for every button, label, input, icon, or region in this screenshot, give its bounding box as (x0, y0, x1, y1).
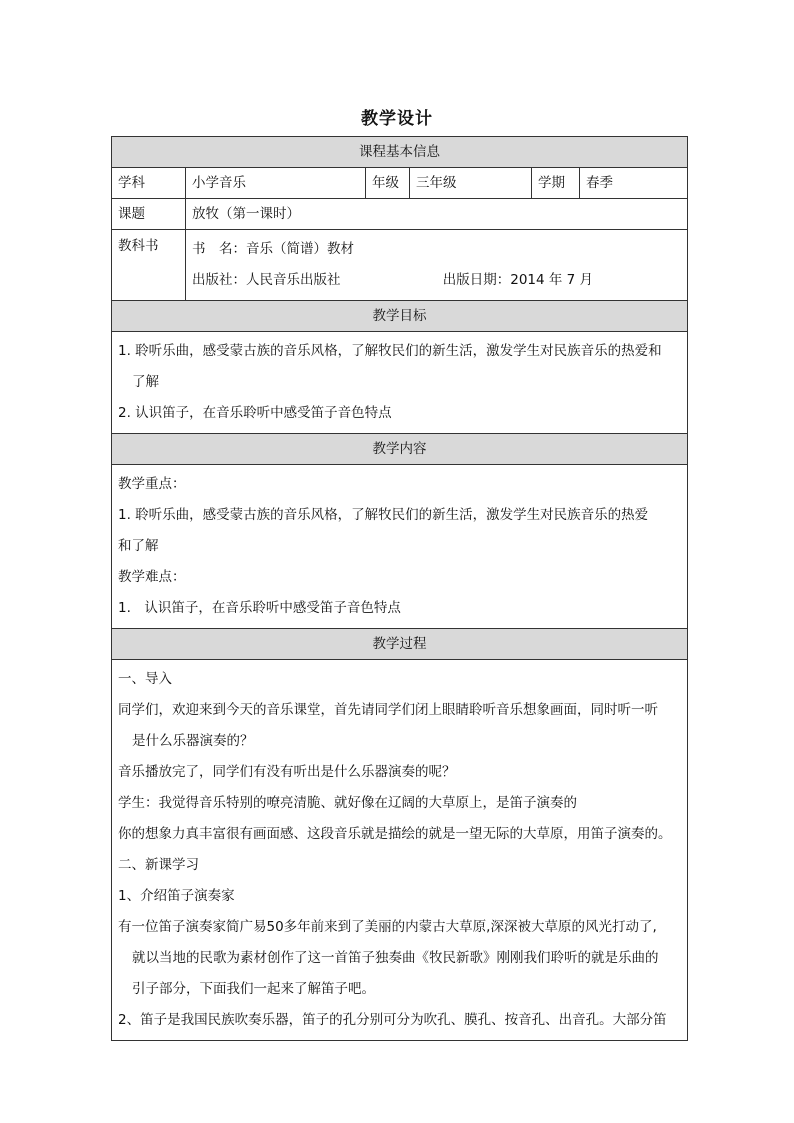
objective-2: 2. 认识笛子，在音乐聆听中感受笛子音色特点 (118, 405, 392, 421)
term-value: 春季 (580, 168, 688, 199)
process-intro-heading: 一、导入 (118, 671, 172, 687)
publisher-row (192, 265, 681, 296)
process-paragraph: 你的想象力真丰富很有画面感、这段音乐就是描绘的就是一望无际的大草原，用笛子演奏的。 (118, 826, 672, 842)
key-point-1-line-1: 1. 聆听乐曲，感受蒙古族的音乐风格，了解牧民们的新生活，激发学生对民族音乐的热爱 (118, 507, 649, 523)
process-body (112, 660, 688, 1041)
subject-value: 小学音乐 (186, 168, 366, 199)
topic-label: 课题 (112, 199, 186, 230)
objective-1-line-1: 1. 聆听乐曲，感受蒙古族的音乐风格，了解牧民们的新生活，激发学生对民族音乐的热爱和 (118, 343, 662, 359)
key-points-label: 教学重点： (118, 476, 186, 492)
book-name: 书 名：音乐（简谱）教材 (192, 241, 354, 257)
textbook-info (186, 230, 688, 301)
topic-value: 放牧（第一课时） (186, 199, 688, 230)
difficulty-1: 1. 认识笛子，在音乐聆听中感受笛子音色特点 (118, 600, 401, 616)
textbook-label: 教科书 (112, 230, 186, 301)
difficulty-label: 教学难点： (118, 569, 186, 585)
section-header-process: 教学过程 (112, 629, 688, 660)
process-paragraph-cont: 引子部分，下面我们一起来了解笛子吧。 (132, 981, 375, 997)
lesson-plan-table (111, 136, 688, 1041)
process-paragraph: 同学们，欢迎来到今天的音乐课堂，首先请同学们闭上眼睛聆听音乐想象画面，同时听一听 (118, 702, 658, 718)
publisher: 出版社：人民音乐出版社 (192, 272, 341, 288)
process-paragraph: 有一位笛子演奏家简广易50多年前来到了美丽的内蒙古大草原,深深被大草原的风光打动了, (118, 919, 657, 935)
objectives-body (112, 332, 688, 434)
term-label: 学期 (532, 168, 580, 199)
process-new-lesson-heading: 二、新课学习 (118, 857, 199, 873)
process-paragraph-cont: 就以当地的民歌为素材创作了这一首笛子独奏曲《牧民新歌》刚刚我们聆听的就是乐曲的 (132, 950, 659, 966)
page-title: 教学设计 (361, 109, 433, 129)
section-header-objectives: 教学目标 (112, 301, 688, 332)
section-header-basic-info: 课程基本信息 (112, 137, 688, 168)
process-paragraph: 学生：我觉得音乐特别的嘹亮清脆、就好像在辽阔的大草原上，是笛子演奏的 (118, 795, 577, 811)
publish-date: 出版日期：2014 年 7 月 (442, 272, 594, 288)
subject-label: 学科 (112, 168, 186, 199)
content-body (112, 465, 688, 629)
key-point-1-line-2: 和了解 (118, 538, 159, 554)
process-paragraph: 音乐播放完了，同学们有没有听出是什么乐器演奏的呢？ (118, 764, 456, 780)
process-subheading: 1、介绍笛子演奏家 (118, 888, 235, 904)
process-paragraph-cont: 是什么乐器演奏的？ (132, 733, 254, 749)
process-paragraph: 2、笛子是我国民族吹奏乐器，笛子的孔分别可分为吹孔、膜孔、按音孔、出音孔。大部分笛 (118, 1012, 667, 1028)
section-header-content: 教学内容 (112, 434, 688, 465)
objective-1-line-2: 了解 (132, 374, 159, 390)
grade-value: 三年级 (410, 168, 532, 199)
grade-label: 年级 (366, 168, 410, 199)
